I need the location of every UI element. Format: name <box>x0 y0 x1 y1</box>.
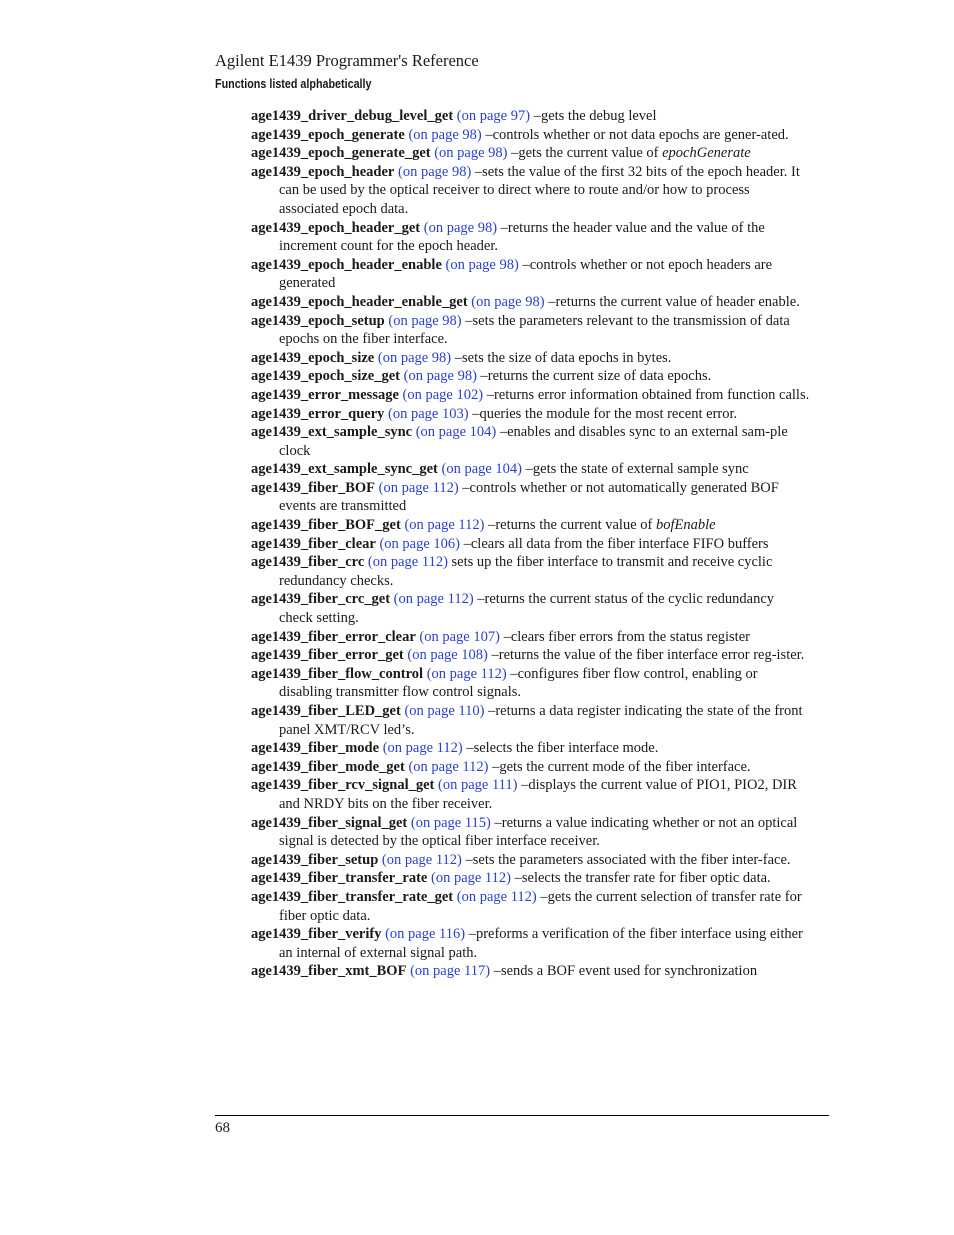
page-reference-link[interactable]: (on page 98) <box>471 293 545 310</box>
list-item <box>251 144 811 163</box>
list-item <box>251 962 811 981</box>
page-reference-link[interactable]: (on page 112) <box>381 851 462 868</box>
list-item <box>251 349 811 368</box>
function-name: age1439_fiber_crc_get <box>251 591 391 608</box>
function-name: age1439_fiber_mode_get <box>251 758 405 775</box>
function-name: age1439_error_query <box>251 405 385 422</box>
function-name: age1439_epoch_setup <box>251 312 385 329</box>
list-item <box>251 163 811 219</box>
list-item <box>251 479 811 516</box>
function-description: –gets the current value of <box>511 145 663 162</box>
page-number: 68 <box>215 1120 230 1136</box>
page-reference-link[interactable]: (on page 112) <box>404 517 485 534</box>
function-name: age1439_fiber_verify <box>251 926 382 943</box>
function-name: age1439_fiber_mode <box>251 740 380 757</box>
function-name: age1439_fiber_BOF_get <box>251 517 401 534</box>
function-description: –returns a data register indicating the state of the front panel XMT/RCV led’s. <box>279 703 803 738</box>
function-name: age1439_fiber_crc <box>251 554 365 571</box>
list-item <box>251 739 811 758</box>
list-item <box>251 126 811 145</box>
page-reference-link[interactable]: (on page 104) <box>441 461 523 478</box>
function-name: age1439_fiber_error_get <box>251 647 404 664</box>
function-description: –sets the parameters relevant to the transmission of data epochs on the fiber interface. <box>279 312 790 348</box>
list-item <box>251 758 811 777</box>
list-item <box>251 293 811 312</box>
list-item <box>251 312 811 349</box>
list-item <box>251 665 811 702</box>
list-item <box>251 460 811 479</box>
function-name: age1439_epoch_header_enable_get <box>251 293 468 310</box>
function-description: –displays the current value of PIO1, PIO2, DIR and NRDY bits on the fiber receiver. <box>279 777 797 812</box>
function-description: –enables and disables sync to an external sam-ple clock <box>279 424 788 459</box>
function-description: –selects the transfer rate for fiber optic data. <box>514 870 771 887</box>
page-reference-link[interactable]: (on page 112) <box>430 870 511 887</box>
page-reference-link[interactable]: (on page 111) <box>438 777 518 794</box>
list-item <box>251 386 811 405</box>
page-reference-link[interactable]: (on page 107) <box>419 628 500 645</box>
page-reference-link[interactable]: (on page 116) <box>385 926 466 943</box>
list-item <box>251 590 811 627</box>
page-reference-link[interactable]: (on page 98) <box>388 312 462 329</box>
function-name: age1439_driver_debug_level_get <box>251 108 454 124</box>
function-name: age1439_epoch_header_get <box>251 219 421 236</box>
list-item <box>251 925 811 962</box>
page-reference-link[interactable]: (on page 110) <box>404 703 485 719</box>
function-list <box>251 107 811 981</box>
parameter-name: bofEnable <box>655 517 716 534</box>
page-reference-link[interactable]: (on page 98) <box>434 145 508 162</box>
page-reference-link[interactable]: (on page 112) <box>456 888 537 905</box>
function-name: age1439_fiber_flow_control <box>251 665 424 682</box>
function-description: –selects the fiber interface mode. <box>466 740 659 757</box>
page-reference-link[interactable]: (on page 97) <box>456 108 531 124</box>
function-description: –sends a BOF event used for synchronization <box>493 963 758 980</box>
function-name: age1439_epoch_size <box>251 349 375 366</box>
list-item <box>251 646 811 665</box>
function-description: –preforms a verification of the fiber interface using either an internal of external signal path. <box>279 926 803 961</box>
list-item <box>251 535 811 554</box>
page-reference-link[interactable]: (on page 112) <box>426 665 507 682</box>
function-description: –returns the current size of data epochs. <box>480 368 712 385</box>
list-item <box>251 814 811 851</box>
page-reference-link[interactable]: (on page 106) <box>379 535 460 552</box>
section-title: Functions listed alphabetically <box>215 77 372 91</box>
function-description: –gets the state of external sample sync <box>525 461 749 478</box>
page-reference-link[interactable]: (on page 98) <box>408 126 482 143</box>
footer-rule <box>215 1115 829 1116</box>
list-item <box>251 256 811 293</box>
function-name: age1439_fiber_rcv_signal_get <box>251 777 435 794</box>
function-name: age1439_error_message <box>251 386 399 403</box>
function-name: age1439_fiber_transfer_rate <box>251 870 428 887</box>
page-reference-link[interactable]: (on page 103) <box>388 405 469 422</box>
list-item <box>251 888 811 925</box>
function-description: sets up the fiber interface to transmit and receive cyclic redundancy checks. <box>279 554 773 589</box>
page-reference-link[interactable]: (on page 98) <box>403 368 477 385</box>
function-description: –queries the module for the most recent error. <box>472 405 738 422</box>
function-description: –returns the value of the fiber interface error reg-ister. <box>491 647 805 664</box>
list-item <box>251 553 811 590</box>
page-reference-link[interactable]: (on page 104) <box>415 424 497 441</box>
list-item <box>251 107 811 126</box>
function-description: –configures fiber flow control, enabling or disabling transmitter flow control signals. <box>279 665 758 701</box>
function-description: –returns the current value of header enable. <box>548 293 800 310</box>
function-name: age1439_fiber_setup <box>251 851 379 868</box>
function-description: –clears fiber errors from the status register <box>503 628 750 645</box>
function-name: age1439_epoch_size_get <box>251 368 400 385</box>
page-reference-link[interactable]: (on page 98) <box>377 349 452 366</box>
function-name: age1439_fiber_error_clear <box>251 628 416 645</box>
page-reference-link[interactable]: (on page 98) <box>398 163 472 180</box>
function-description: –sets the value of the first 32 bits of the epoch header. It can be used by the optical receiver to direct where to route and/or how to process associated epoch data. <box>279 163 800 217</box>
function-description: –returns a value indicating whether or not an optical signal is detected by the optical fiber interface receiver. <box>279 814 798 850</box>
page-reference-link[interactable]: (on page 115) <box>410 814 491 831</box>
page-reference-link[interactable]: (on page 112) <box>408 758 489 775</box>
function-description: –returns error information obtained from function calls. <box>486 386 810 403</box>
function-name: age1439_epoch_generate <box>251 126 405 143</box>
function-name: age1439_fiber_LED_get <box>251 703 401 719</box>
doc-title: Agilent E1439 Programmer's Reference <box>215 51 479 70</box>
list-item <box>251 628 811 647</box>
page-reference-link[interactable]: (on page 112) <box>393 591 474 608</box>
function-name: age1439_ext_sample_sync <box>251 424 413 441</box>
function-name: age1439_fiber_xmt_BOF <box>251 963 407 980</box>
function-description: –returns the header value and the value of the increment count for the epoch header. <box>279 219 765 255</box>
list-item <box>251 367 811 386</box>
page-reference-link[interactable]: (on page 117) <box>410 963 491 980</box>
function-name: age1439_fiber_BOF <box>251 479 376 496</box>
page-reference-link[interactable]: (on page 112) <box>367 554 448 571</box>
list-item <box>251 869 811 888</box>
function-description: –gets the current selection of transfer rate for fiber optic data. <box>279 888 802 924</box>
page-reference-link[interactable]: (on page 112) <box>382 740 463 757</box>
function-description: –returns the current status of the cyclic redundancy check setting. <box>279 591 775 627</box>
list-item <box>251 219 811 256</box>
function-description: –clears all data from the fiber interface FIFO buffers <box>463 535 769 552</box>
parameter-name: epochGenerate <box>662 145 751 162</box>
list-item <box>251 405 811 424</box>
page-reference-link[interactable]: (on page 98) <box>445 256 519 273</box>
page-reference-link[interactable]: (on page 108) <box>407 647 488 664</box>
page-reference-link[interactable]: (on page 98) <box>423 219 498 236</box>
function-name: age1439_epoch_header <box>251 163 395 180</box>
function-description: –gets the current mode of the fiber interface. <box>492 758 751 775</box>
function-name: age1439_ext_sample_sync_get <box>251 461 438 478</box>
function-name: age1439_epoch_generate_get <box>251 145 431 162</box>
function-description: –sets the size of data epochs in bytes. <box>454 349 672 366</box>
function-description: –controls whether or not epoch headers are generated <box>279 256 773 292</box>
page-reference-link[interactable]: (on page 112) <box>378 479 459 496</box>
function-name: age1439_fiber_transfer_rate_get <box>251 888 454 905</box>
function-name: age1439_fiber_clear <box>251 535 376 552</box>
page-reference-link[interactable]: (on page 102) <box>402 386 484 403</box>
function-description: –sets the parameters associated with the fiber inter-face. <box>465 851 791 868</box>
list-item <box>251 851 811 870</box>
function-description: –gets the debug level <box>533 108 657 124</box>
list-item <box>251 776 811 813</box>
function-description: –controls whether or not automatically generated BOF events are transmitted <box>279 479 779 515</box>
list-item <box>251 702 811 739</box>
function-description: –controls whether or not data epochs are gener-ated. <box>485 126 789 143</box>
function-name: age1439_fiber_signal_get <box>251 814 408 831</box>
function-description: –returns the current value of <box>488 517 656 534</box>
function-name: age1439_epoch_header_enable <box>251 256 442 273</box>
list-item <box>251 516 811 535</box>
list-item <box>251 423 811 460</box>
